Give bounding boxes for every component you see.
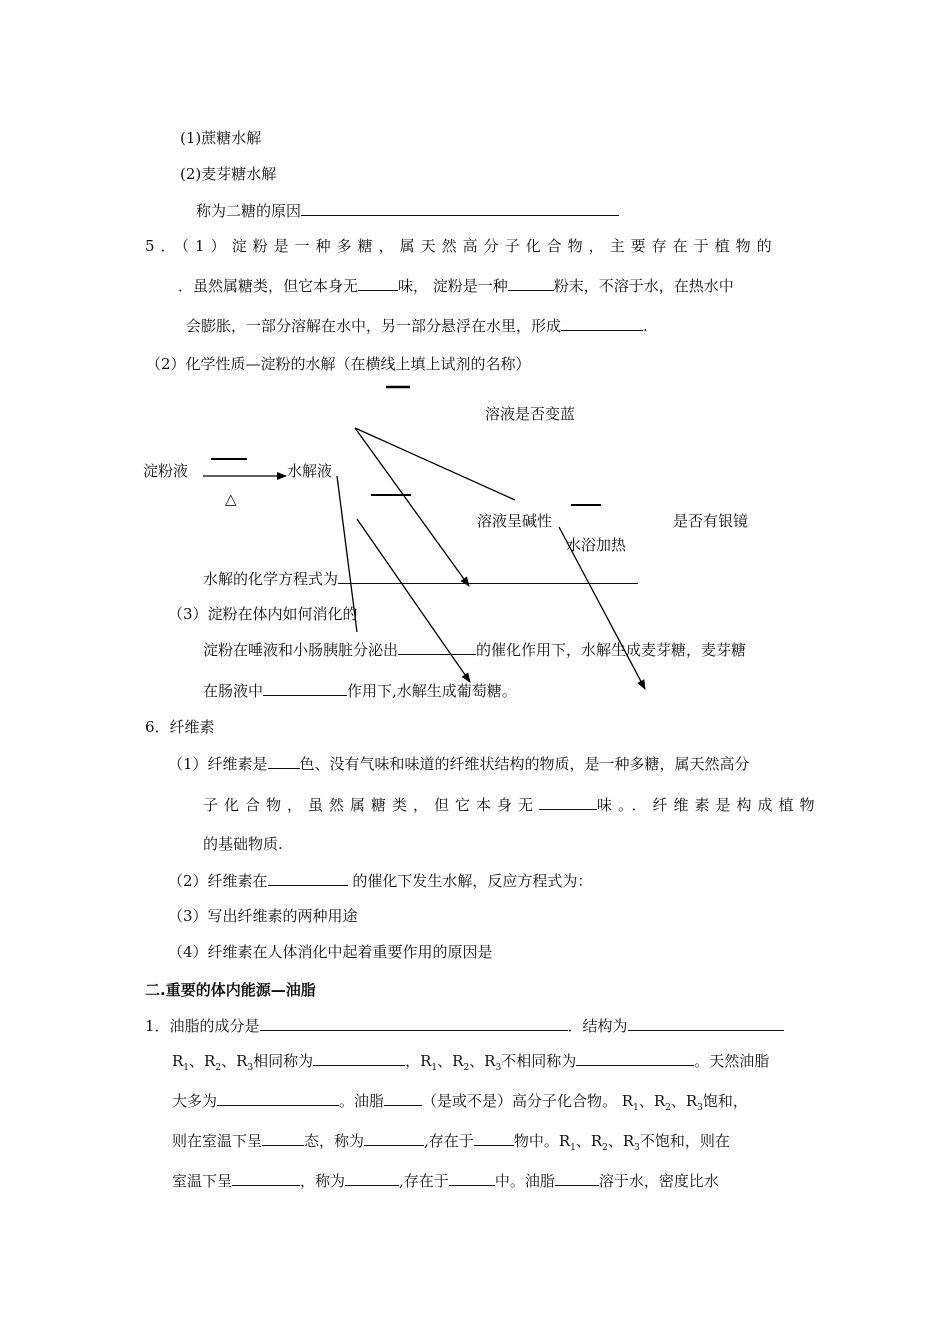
cellulose-line3: 的基础物质.	[203, 835, 283, 853]
fats-line3	[172, 1091, 748, 1118]
text: 粉末，不溶于水，在热水中	[553, 277, 734, 295]
text: 态，称为	[304, 1132, 365, 1150]
text: 味， 淀粉是一种	[398, 277, 508, 295]
subscript: 3	[495, 1063, 502, 1073]
blank[interactable]	[474, 1131, 514, 1146]
text: ,存在于	[399, 1172, 449, 1190]
text: 味。．纤维素是构成植物	[597, 796, 821, 814]
text: 室温下呈	[172, 1172, 233, 1190]
digestion-heading: （3）淀粉在体内如何消化的	[168, 605, 358, 623]
cellulose-item2	[168, 871, 592, 891]
text: 、R	[221, 1052, 248, 1070]
text: 不相同称为	[501, 1052, 577, 1070]
chemical-properties-heading: （2）化学性质—淀粉的水解（在横线上填上试剂的名称）	[146, 355, 531, 373]
blank[interactable]	[263, 681, 347, 696]
text: 、R	[469, 1052, 496, 1070]
text: 、R	[670, 1092, 698, 1110]
blank[interactable]	[364, 1131, 424, 1146]
text: 子化合物，虽然属糖类，但它本身无	[203, 796, 540, 814]
text: （2）纤维素在	[168, 872, 268, 890]
digestion-line1	[203, 640, 746, 660]
blank[interactable]	[345, 1171, 399, 1186]
subscript: 2	[602, 1143, 608, 1153]
text: 。天然油脂	[694, 1052, 770, 1070]
fats-line2	[172, 1051, 769, 1078]
blank[interactable]	[576, 1051, 694, 1066]
blank[interactable]	[217, 1091, 339, 1106]
water-bath-label: 水浴加热	[566, 536, 627, 554]
text: 则在室温下呈	[172, 1132, 263, 1150]
text: ．结构为	[567, 1017, 628, 1035]
blank[interactable]	[268, 871, 348, 886]
item5-line1: 5．（1）淀粉是一种多糖，属天然高分子化合物，主要存在于植物的	[145, 237, 778, 255]
text: 在肠液中	[203, 682, 264, 700]
subscript: 2	[665, 1103, 671, 1113]
blank[interactable]	[384, 1091, 422, 1106]
text: 中。油脂	[494, 1172, 555, 1190]
cellulose-heading: 6．纤维素	[145, 718, 215, 736]
subscript: 3	[697, 1103, 703, 1113]
blank[interactable]	[313, 1051, 405, 1066]
subscript: 1	[633, 1103, 639, 1113]
text: ,存在于	[424, 1132, 474, 1150]
text: .	[643, 317, 648, 335]
heat-symbol: △	[225, 490, 237, 508]
text: 色、没有气味和味道的纤维状结构的物质，是一种多糖，属天然高分	[299, 755, 750, 773]
subscript: 3	[247, 1063, 254, 1073]
text: 溶于水，密度比水	[598, 1172, 719, 1190]
subscript: 1	[570, 1143, 576, 1153]
cellulose-line1	[168, 754, 750, 774]
blank[interactable]	[268, 754, 300, 769]
text: 1．油脂的成分是	[145, 1017, 260, 1035]
text: （是或不是）高分子化合物。 R	[422, 1092, 634, 1110]
silver-mirror-label: 是否有银镜	[673, 512, 749, 530]
subscript: 1	[183, 1063, 190, 1073]
text: ，称为	[300, 1172, 346, 1190]
blank[interactable]	[449, 1171, 495, 1186]
text: 。油脂	[339, 1092, 385, 1110]
fats-line5	[172, 1171, 719, 1191]
cellulose-item3: （3）写出纤维素的两种用途	[168, 907, 358, 925]
text: 、R	[638, 1092, 666, 1110]
hydrolysis-equation	[203, 569, 638, 589]
blank[interactable]	[398, 640, 476, 655]
text: 会膨胀，一部分溶解在水中，另一部分悬浮在水里，形成	[186, 317, 562, 335]
hydrolysate-label: 水解液	[287, 462, 333, 480]
text: 、R	[607, 1132, 635, 1150]
subscript: 2	[463, 1063, 470, 1073]
blank[interactable]	[539, 795, 597, 810]
starch-liquid-label: 淀粉液	[143, 462, 189, 480]
section-heading-fats: 二.重要的体内能源—油脂	[145, 981, 316, 999]
blank[interactable]	[338, 569, 638, 584]
text: 、R	[189, 1052, 216, 1070]
text: R	[172, 1052, 184, 1070]
text: 、R	[575, 1132, 603, 1150]
alkaline-label: 溶液呈碱性	[477, 512, 553, 530]
fats-line4	[172, 1131, 730, 1158]
blank[interactable]	[628, 1016, 784, 1031]
disaccharide-reason-label: 称为二糖的原因	[196, 202, 302, 220]
blank[interactable]	[260, 1016, 568, 1031]
digestion-line2	[203, 681, 517, 701]
arrow-top-branch	[355, 428, 469, 586]
turns-blue-label: 溶液是否变蓝	[485, 405, 576, 423]
cellulose-item4: （4）纤维素在人体消化中起着重要作用的原因是	[168, 943, 493, 961]
text: 相同称为	[253, 1052, 314, 1070]
text: ，R	[405, 1052, 432, 1070]
subscript: 3	[634, 1143, 640, 1153]
maltose-hydrolysis: (2)麦芽糖水解	[180, 165, 277, 183]
text: 物中。R	[513, 1132, 571, 1150]
subscript: 2	[215, 1063, 222, 1073]
text: 的催化作用下，水解生成麦芽糖，麦芽糖	[476, 641, 747, 659]
text: 作用下,水解生成葡萄糖。	[347, 682, 517, 700]
text: 水解的化学方程式为	[203, 570, 339, 588]
subscript: 1	[431, 1063, 438, 1073]
text: 大多为	[172, 1092, 218, 1110]
blank[interactable]	[232, 1171, 300, 1186]
fats-line1	[145, 1016, 784, 1036]
cellulose-line2	[203, 795, 821, 815]
text: 的催化下发生水解，反应方程式为：	[347, 872, 593, 890]
blank[interactable]	[555, 1171, 599, 1186]
sucrose-hydrolysis: (1)蔗糖水解	[180, 129, 262, 147]
text: 饱和，	[702, 1092, 748, 1110]
text: ．虽然属糖类，但它本身无	[178, 277, 359, 295]
blank[interactable]	[262, 1131, 304, 1146]
text: （1）纤维素是	[168, 755, 268, 773]
text: 不饱和，则在	[639, 1132, 730, 1150]
text: 、R	[437, 1052, 464, 1070]
line-top-branch	[355, 428, 515, 500]
text: 淀粉在唾液和小肠胰脏分泌出	[203, 641, 399, 659]
